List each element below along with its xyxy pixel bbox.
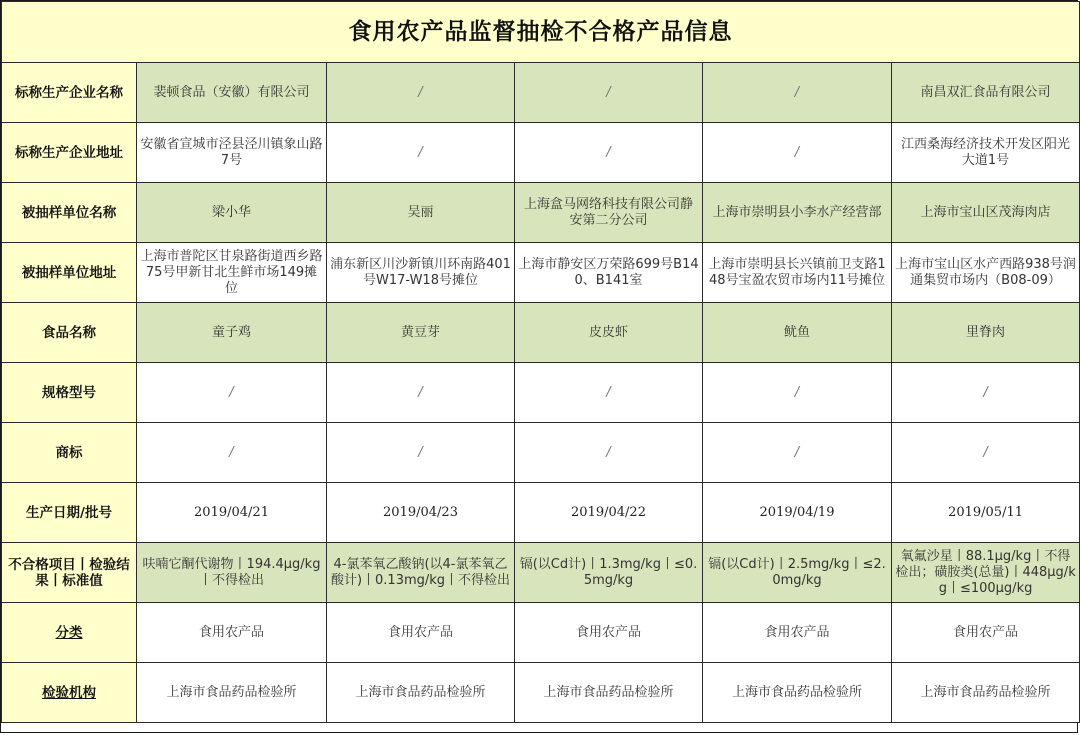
cell: /	[327, 423, 515, 483]
cell: 上海市宝山区水产西路938号润通集贸市场内（B08-09）	[892, 243, 1080, 303]
row-specification	[2, 363, 1080, 423]
title-row	[2, 2, 1080, 63]
cell: /	[327, 63, 515, 123]
row-production-date	[2, 483, 1080, 543]
table-title: 食用农产品监督抽检不合格产品信息	[2, 2, 1080, 63]
row-label: 不合格项目丨检验结果丨标准值	[2, 543, 137, 603]
cell: /	[137, 423, 327, 483]
row-label: 商标	[2, 423, 137, 483]
cell: 吴丽	[327, 183, 515, 243]
cell: /	[515, 363, 703, 423]
cell: 2019/04/23	[327, 483, 515, 543]
cell: 食用农产品	[515, 603, 703, 663]
cell: /	[137, 363, 327, 423]
row-label: 标称生产企业地址	[2, 123, 137, 183]
cell: 上海市食品药品检验所	[137, 663, 327, 723]
row-food-name	[2, 303, 1080, 363]
cell: /	[703, 363, 892, 423]
cell: 镉(以Cd计)丨2.5mg/kg丨≤2.0mg/kg	[703, 543, 892, 603]
row-label: 标称生产企业名称	[2, 63, 137, 123]
cell: /	[892, 423, 1080, 483]
cell: /	[515, 423, 703, 483]
row-failed-items	[2, 543, 1080, 603]
cell: 童子鸡	[137, 303, 327, 363]
cell: 上海市食品药品检验所	[703, 663, 892, 723]
row-label: 生产日期/批号	[2, 483, 137, 543]
cell: 上海盒马网络科技有限公司静安第二分公司	[515, 183, 703, 243]
cell: 安徽省宣城市泾县泾川镇象山路7号	[137, 123, 327, 183]
cell: 上海市崇明县小李水产经营部	[703, 183, 892, 243]
row-sampled-unit-address	[2, 243, 1080, 303]
row-label	[2, 603, 137, 663]
row-label: 被抽样单位名称	[2, 183, 137, 243]
row-inspection-agency	[2, 663, 1080, 723]
row-label-text: 分类	[55, 624, 83, 641]
cell: 上海市食品药品检验所	[515, 663, 703, 723]
cell: 江西桑海经济技术开发区阳光大道1号	[892, 123, 1080, 183]
row-trademark	[2, 423, 1080, 483]
cell: 氧氟沙星丨88.1μg/kg丨不得检出；磺胺类(总量)丨448μg/kg丨≤100μg/kg	[892, 543, 1080, 603]
row-label: 被抽样单位地址	[2, 243, 137, 303]
cell: 食用农产品	[327, 603, 515, 663]
row-category	[2, 603, 1080, 663]
row-label: 食品名称	[2, 303, 137, 363]
cell: /	[703, 123, 892, 183]
cell: 皮皮虾	[515, 303, 703, 363]
cell: 上海市食品药品检验所	[892, 663, 1080, 723]
cell: 里脊肉	[892, 303, 1080, 363]
cell: 食用农产品	[137, 603, 327, 663]
row-sampled-unit-name	[2, 183, 1080, 243]
cell: 裴顿食品（安徽）有限公司	[137, 63, 327, 123]
cell: 上海市食品药品检验所	[327, 663, 515, 723]
cell: 食用农产品	[892, 603, 1080, 663]
cell: /	[703, 423, 892, 483]
row-manufacturer-address	[2, 123, 1080, 183]
cell: 4-氯苯氧乙酸钠(以4-氯苯氧乙酸计)丨0.13mg/kg丨不得检出	[327, 543, 515, 603]
row-label	[2, 663, 137, 723]
cell: 上海市静安区万荣路699号B140、B141室	[515, 243, 703, 303]
cell: 2019/04/19	[703, 483, 892, 543]
cell: 镉(以Cd计)丨1.3mg/kg丨≤0.5mg/kg	[515, 543, 703, 603]
cell: /	[515, 123, 703, 183]
cell: /	[703, 63, 892, 123]
cell: /	[327, 123, 515, 183]
cell: 2019/04/22	[515, 483, 703, 543]
cell: 梁小华	[137, 183, 327, 243]
cell: 南昌双汇食品有限公司	[892, 63, 1080, 123]
cell: 上海市普陀区甘泉路街道西乡路75号甲新甘北生鲜市场149摊位	[137, 243, 327, 303]
cell: /	[515, 63, 703, 123]
cell: 鱿鱼	[703, 303, 892, 363]
row-label: 规格型号	[2, 363, 137, 423]
cell: 浦东新区川沙新镇川环南路401号W17-W18号摊位	[327, 243, 515, 303]
cell: /	[892, 363, 1080, 423]
cell: 2019/05/11	[892, 483, 1080, 543]
row-label-text: 检验机构	[42, 684, 96, 701]
row-manufacturer-name	[2, 63, 1080, 123]
cell: 食用农产品	[703, 603, 892, 663]
cell: 黄豆芽	[327, 303, 515, 363]
cell: 呋喃它酮代谢物丨194.4μg/kg丨不得检出	[137, 543, 327, 603]
cell: 2019/04/21	[137, 483, 327, 543]
cell: 上海市宝山区茂海肉店	[892, 183, 1080, 243]
cell: /	[327, 363, 515, 423]
unqualified-products-table	[1, 1, 1080, 723]
cell: 上海市崇明县长兴镇前卫支路148号宝盈农贸市场内11号摊位	[703, 243, 892, 303]
